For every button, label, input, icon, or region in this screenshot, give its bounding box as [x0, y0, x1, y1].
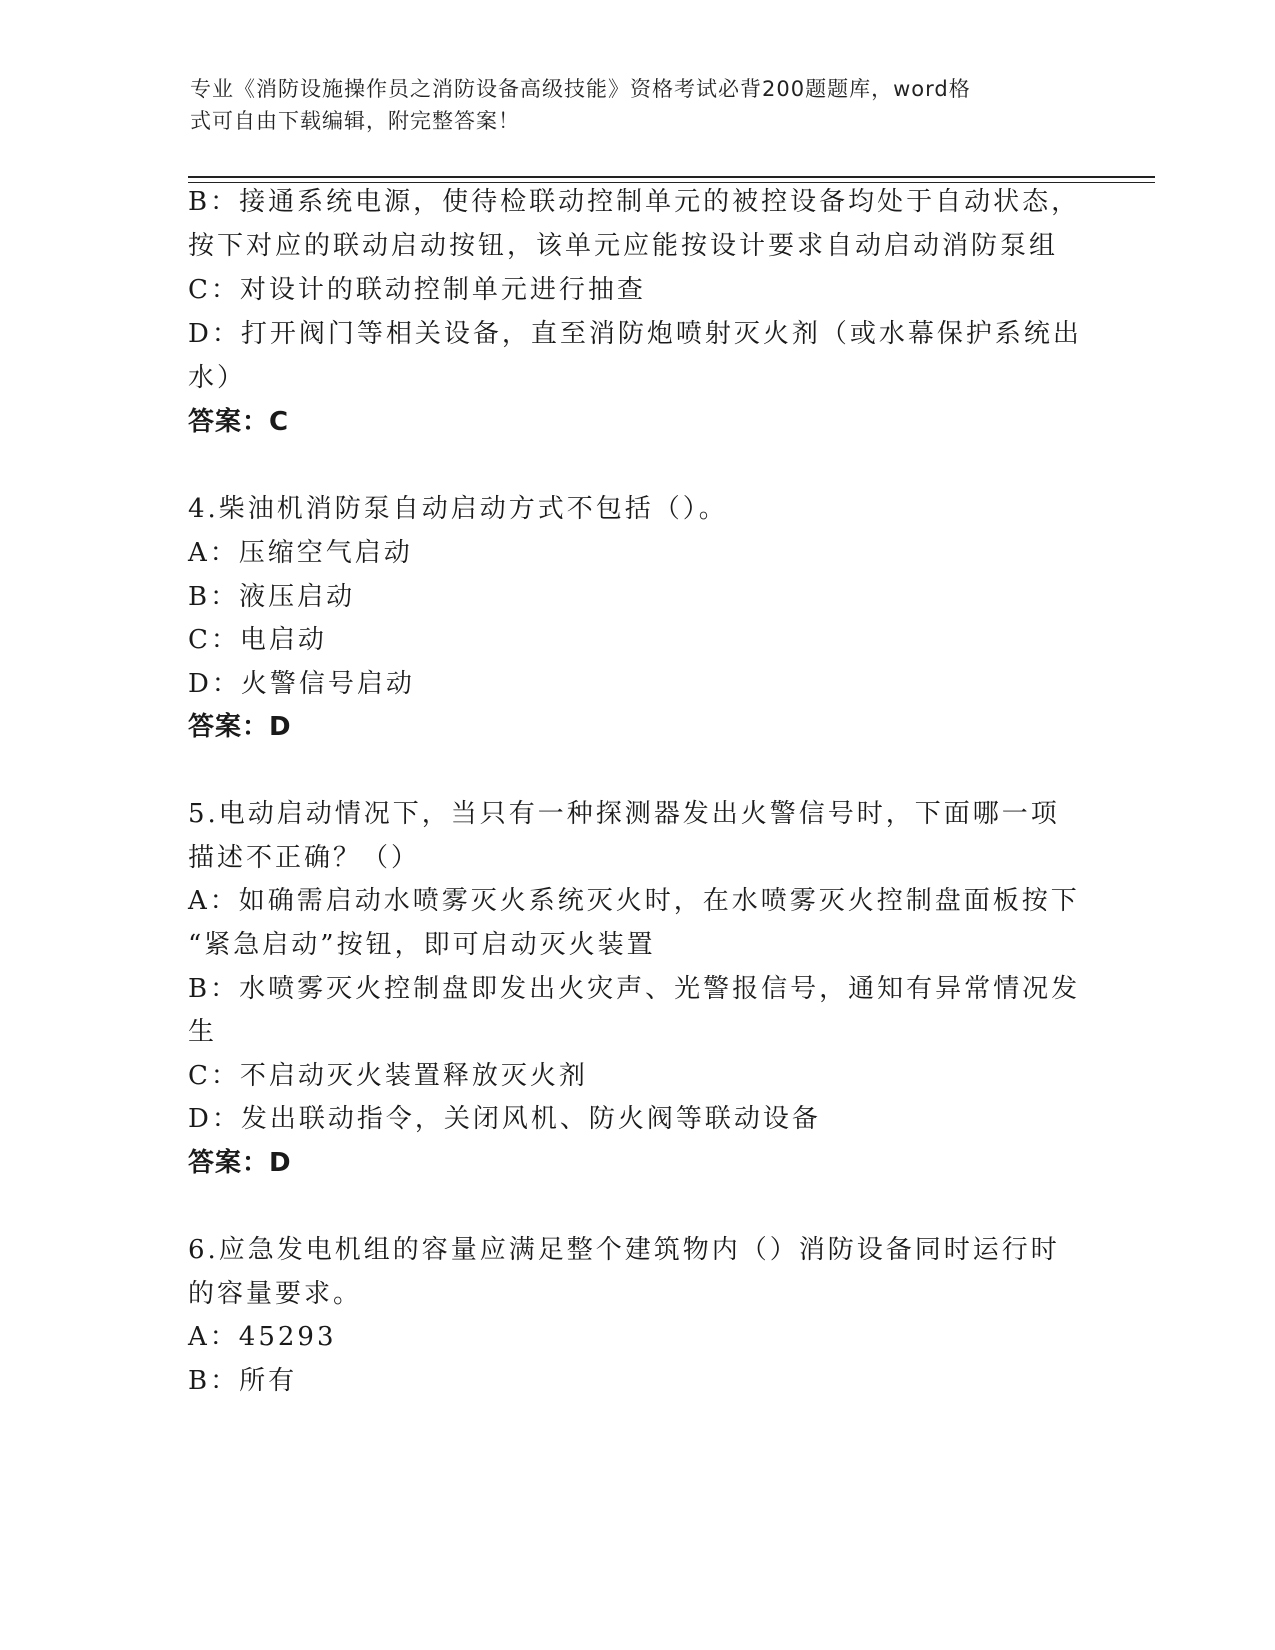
header-title-line-1: 专业《消防设施操作员之消防设备高级技能》资格考试必背200题题库，word格 [190, 77, 971, 101]
q5-option-a-line-1: A：如确需启动水喷雾灭火系统灭火时，在水喷雾灭火控制盘面板按下 [188, 886, 1080, 916]
q5-answer: 答案：D [188, 1148, 292, 1178]
q4-option-a: A：压缩空气启动 [188, 538, 413, 568]
document-header [190, 73, 1070, 137]
q5-stem-line-2: 描述不正确？（） [188, 843, 421, 873]
q6-option-a: A：45293 [188, 1322, 337, 1352]
prev-option-b-line-2: 按下对应的联动启动按钮，该单元应能按设计要求自动启动消防泵组 [188, 231, 1059, 261]
header-title-line-2: 式可自由下载编辑，附完整答案！ [190, 109, 520, 133]
header-divider-thick [188, 176, 1155, 178]
q4-stem: 4.柴油机消防泵自动启动方式不包括（）。 [188, 494, 728, 524]
header-divider-thin [188, 182, 1155, 183]
q4-answer: 答案：D [188, 712, 292, 742]
q5-stem-line-1: 5.电动启动情况下，当只有一种探测器发出火警信号时，下面哪一项 [188, 799, 1060, 829]
q5-option-a-line-2: “紧急启动”按钮，即可启动灭火装置 [188, 930, 656, 960]
q4-option-d: D：火警信号启动 [188, 669, 415, 699]
q6-stem-line-1: 6.应急发电机组的容量应满足整个建筑物内（）消防设备同时运行时 [188, 1235, 1060, 1265]
q4-option-b: B：液压启动 [188, 582, 356, 612]
q6-option-b: B：所有 [188, 1366, 298, 1396]
q5-option-b-line-1: B：水喷雾灭火控制盘即发出火灾声、光警报信号，通知有异常情况发 [188, 974, 1081, 1004]
q5-option-d: D：发出联动指令，关闭风机、防火阀等联动设备 [188, 1104, 821, 1134]
q5-option-c: C：不启动灭火装置释放灭火剂 [188, 1061, 588, 1091]
q5-option-b-line-2: 生 [188, 1017, 218, 1047]
q6-stem-line-2: 的容量要求。 [188, 1279, 363, 1309]
prev-option-c: C：对设计的联动控制单元进行抽查 [188, 275, 646, 305]
prev-option-b-line-1: B：接通系统电源，使待检联动控制单元的被控设备均处于自动状态， [188, 187, 1081, 217]
prev-answer: 答案：C [188, 407, 290, 437]
q4-option-c: C：电启动 [188, 625, 327, 655]
prev-option-d-line-2: 水） [188, 363, 247, 393]
prev-option-d-line-1: D：打开阀门等相关设备，直至消防炮喷射灭火剂（或水幕保护系统出 [188, 319, 1082, 349]
